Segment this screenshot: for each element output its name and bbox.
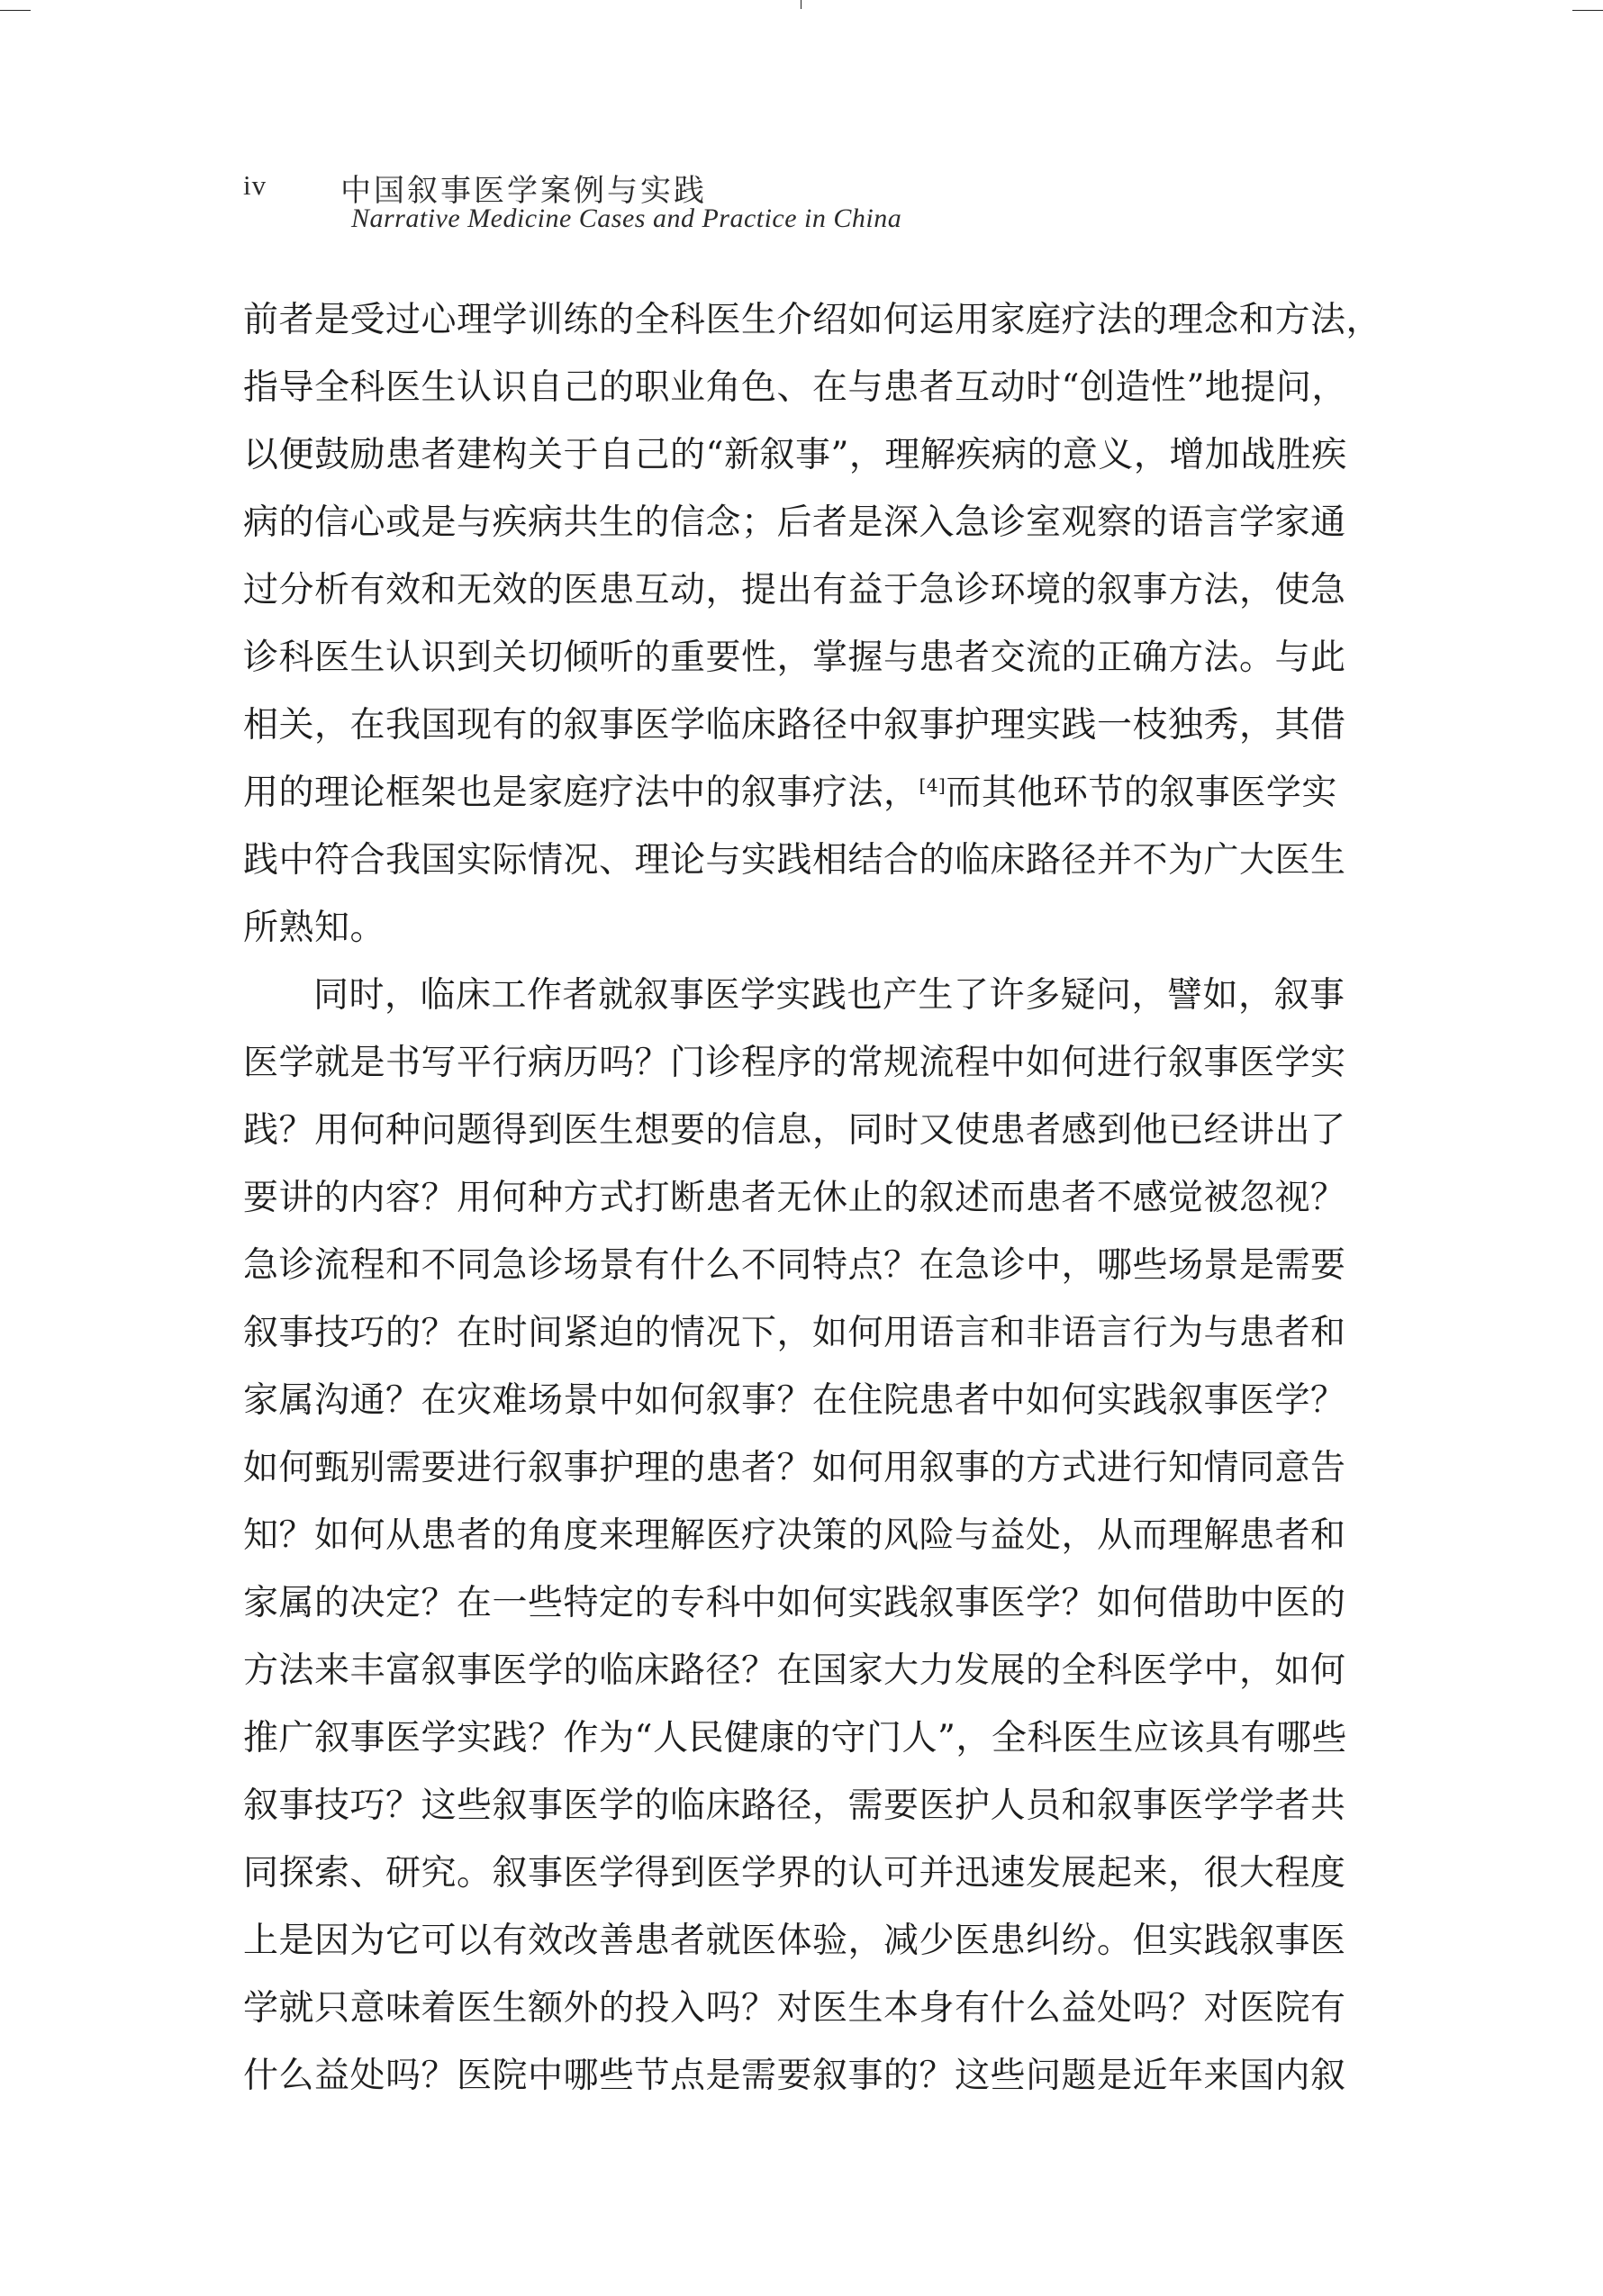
text-line: 诊科医生认识到关切倾听的重要性，掌握与患者交流的正确方法。与此 bbox=[243, 637, 1346, 678]
crop-mark-top-right bbox=[1572, 10, 1603, 11]
book-title: 中国叙事医学案例与实践 bbox=[340, 173, 707, 209]
page-number: iv bbox=[243, 169, 267, 201]
text-line: 如何甄别需要进行叙事护理的患者？如何用叙事的方式进行知情同意告 bbox=[243, 1448, 1346, 1488]
text-line: 相关，在我国现有的叙事医学临床路径中叙事护理实践一枝独秀，其借 bbox=[243, 705, 1346, 746]
text-line: 急诊流程和不同急诊场景有什么不同特点？在急诊中，哪些场景是需要 bbox=[243, 1245, 1346, 1286]
text-line: 推广叙事医学实践？作为“人民健康的守门人”，全科医生应该具有哪些 bbox=[243, 1718, 1347, 1758]
citation-marker: [4] bbox=[919, 774, 946, 796]
paragraph-first-line: 同时，临床工作者就叙事医学实践也产生了许多疑问，譬如，叙事 bbox=[313, 975, 1345, 1016]
text-line: 践？用何种问题得到医生想要的信息，同时又使患者感到他已经讲出了 bbox=[243, 1110, 1346, 1151]
text-line: 要讲的内容？用何种方式打断患者无休止的叙述而患者不感觉被忽视？ bbox=[243, 1178, 1346, 1218]
text-line: 上是因为它可以有效改善患者就医体验，减少医患纠纷。但实践叙事医 bbox=[243, 1921, 1346, 1961]
text-line: 以便鼓励患者建构关于自己的“新叙事”，理解疾病的意义，增加战胜疾 bbox=[243, 435, 1347, 475]
text-line bbox=[243, 759, 1391, 827]
running-head bbox=[243, 162, 1396, 234]
text-line: 病的信心或是与疾病共生的信念；后者是深入急诊室观察的语言学家通 bbox=[243, 502, 1346, 543]
text-line: 学就只意味着医生额外的投入吗？对医生本身有什么益处吗？对医院有 bbox=[243, 1988, 1346, 2029]
text-line: 叙事技巧？这些叙事医学的临床路径，需要医护人员和叙事医学学者共 bbox=[243, 1785, 1346, 1826]
text-line: 同探索、研究。叙事医学得到医学界的认可并迅速发展起来，很大程度 bbox=[243, 1853, 1346, 1894]
text-line: 过分析有效和无效的医患互动，提出有益于急诊环境的叙事方法，使急 bbox=[243, 570, 1346, 610]
crop-mark-top-center bbox=[801, 0, 802, 9]
text-line: 医学就是书写平行病历吗？门诊程序的常规流程中如何进行叙事医学实 bbox=[243, 1043, 1346, 1083]
text-line: 家属的决定？在一些特定的专科中如何实践叙事医学？如何借助中医的 bbox=[243, 1583, 1346, 1623]
text-line: 方法来丰富叙事医学的临床路径？在国家大力发展的全科医学中，如何 bbox=[243, 1650, 1346, 1691]
text-line: 践中符合我国实际情况、理论与实践相结合的临床路径并不为广大医生 bbox=[243, 840, 1346, 881]
book-subtitle: Narrative Medicine Cases and Practice in China bbox=[351, 203, 902, 233]
text-line: 家属沟通？在灾难场景中如何叙事？在住院患者中如何实践叙事医学？ bbox=[243, 1380, 1346, 1421]
text-line: 前者是受过心理学训练的全科医生介绍如何运用家庭疗法的理念和方法， bbox=[243, 300, 1382, 340]
text-segment: 而其他环节的叙事医学实 bbox=[946, 773, 1337, 813]
text-segment: 用的理论框架也是家庭疗法中的叙事疗法， bbox=[243, 773, 919, 813]
text-line: 知？如何从患者的角度来理解医疗决策的风险与益处，从而理解患者和 bbox=[243, 1515, 1346, 1556]
text-line: 叙事技巧的？在时间紧迫的情况下，如何用语言和非语言行为与患者和 bbox=[243, 1313, 1346, 1353]
text-line: 什么益处吗？医院中哪些节点是需要叙事的？这些问题是近年来国内叙 bbox=[243, 2056, 1346, 2096]
body-text bbox=[243, 286, 1391, 2110]
text-line: 指导全科医生认识自己的职业角色、在与患者互动时“创造性”地提问， bbox=[243, 367, 1347, 408]
text-line: 所熟知。 bbox=[243, 908, 386, 948]
crop-mark-top-left bbox=[0, 10, 31, 11]
